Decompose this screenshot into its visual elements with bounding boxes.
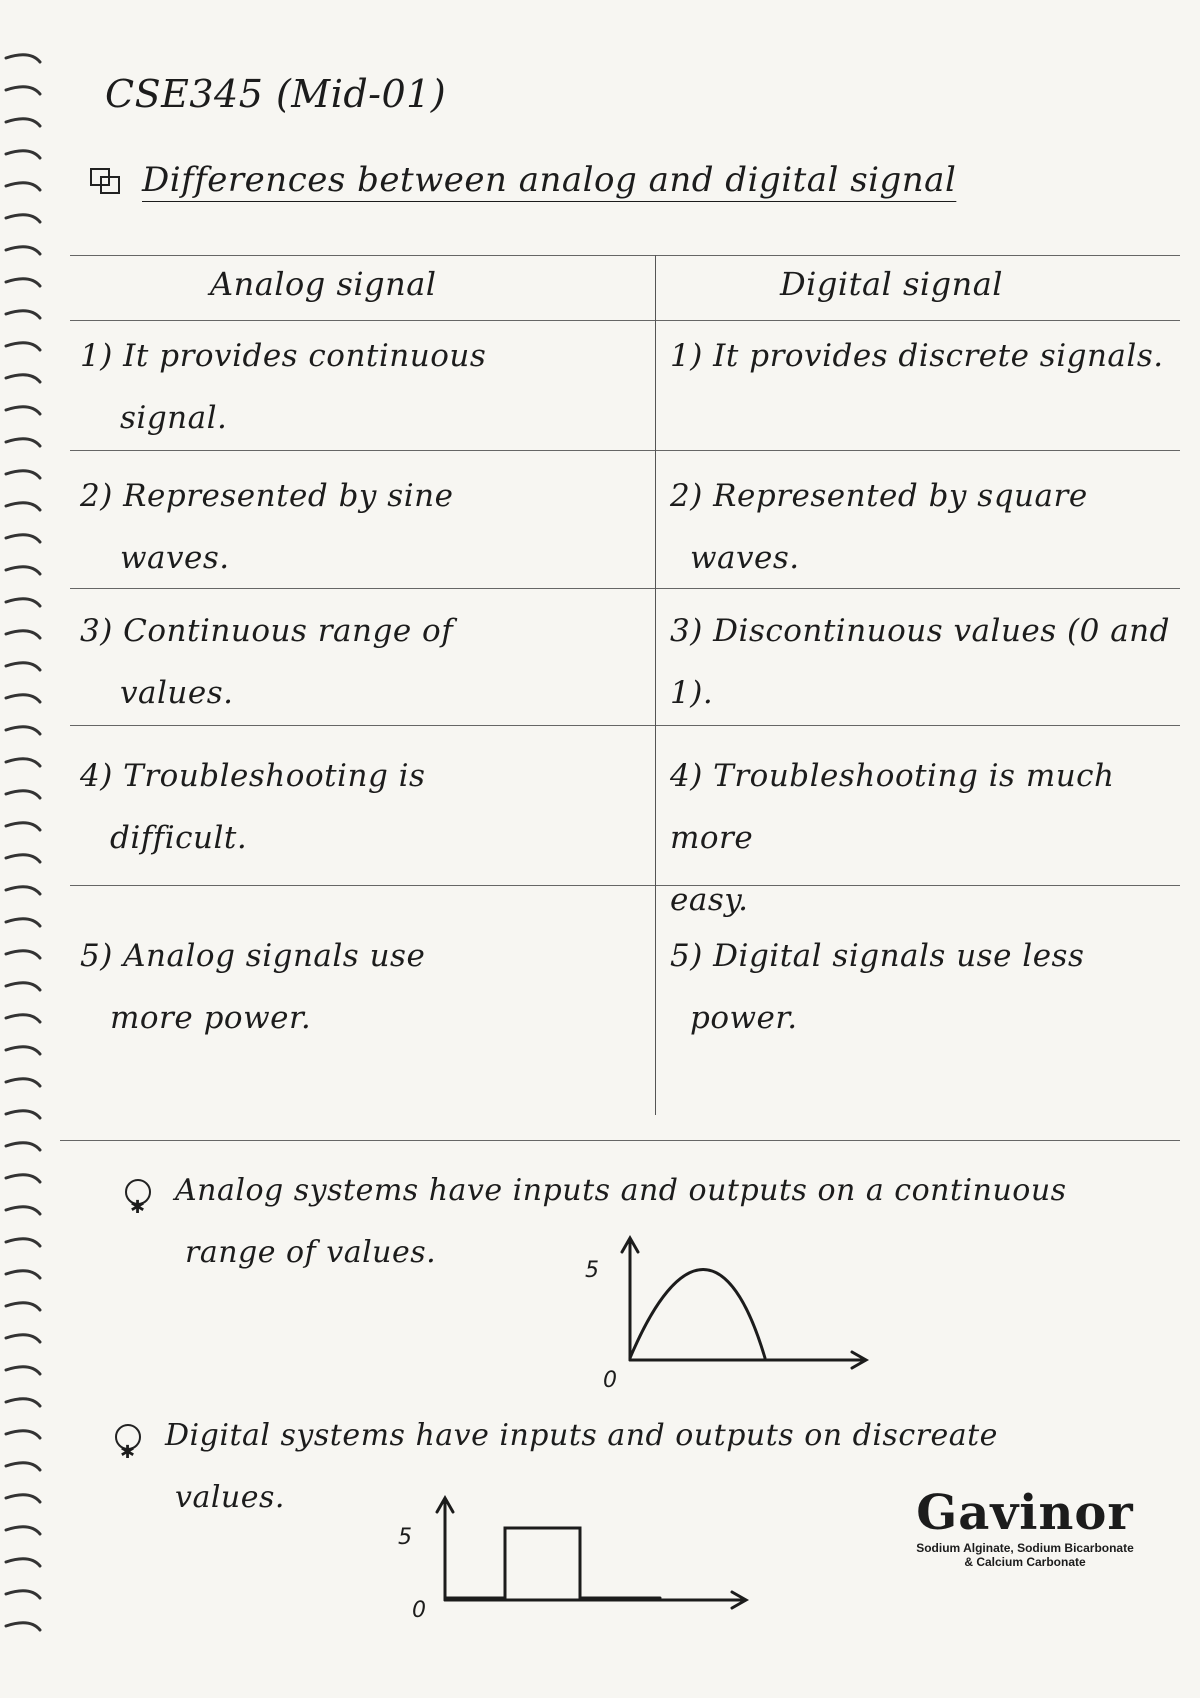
cell-line: 4) Troubleshooting is much more	[670, 758, 1115, 856]
table-row-1-digital	[670, 325, 1164, 387]
cell-line: 1) It provides continuous	[80, 338, 487, 374]
star-bullet-icon	[125, 1179, 151, 1205]
cell-line: power.	[690, 1000, 798, 1036]
digital-origin-label: 0	[412, 1598, 427, 1623]
note-line: range of values.	[185, 1235, 437, 1270]
cell-line: waves.	[690, 540, 800, 576]
comparison-table	[70, 255, 1180, 1140]
column-divider	[655, 255, 656, 1115]
digital-square-graph	[420, 1490, 760, 1640]
table-rule	[70, 255, 1180, 256]
table-rule	[70, 725, 1180, 726]
brand-logo	[905, 1485, 1145, 1569]
analog-origin-label: 0	[603, 1368, 618, 1393]
cell-line: waves.	[120, 540, 230, 576]
cell-line: more power.	[110, 1000, 312, 1036]
spiral-binding	[0, 50, 48, 1650]
table-rule	[60, 1140, 1180, 1141]
cell-line: 4) Troubleshooting is	[80, 758, 426, 794]
note-line: values.	[175, 1480, 285, 1515]
cell-line: easy.	[670, 882, 749, 918]
brand-name: Gavinor	[916, 1485, 1134, 1541]
table-rule	[70, 450, 1180, 451]
star-bullet-icon	[115, 1424, 141, 1450]
table-row-3-digital	[670, 600, 1180, 724]
heading-text: Differences between analog and digital signal	[142, 160, 957, 200]
header-analog: Analog signal	[210, 265, 437, 303]
section-heading	[90, 160, 956, 200]
table-row-2-analog	[80, 465, 453, 589]
cell-line: 5) Digital signals use less	[670, 938, 1085, 974]
cell-line: values.	[120, 675, 234, 711]
cell-line: 5) Analog signals use	[80, 938, 426, 974]
analog-y-label: 5	[585, 1258, 600, 1283]
cell-line: signal.	[120, 400, 228, 436]
table-row-4-analog	[80, 745, 425, 869]
table-rule	[70, 320, 1180, 321]
brand-sub-line: & Calcium Carbonate	[964, 1555, 1086, 1569]
box-bullet-icon	[90, 168, 120, 192]
cell-line: 2) Represented by sine	[80, 478, 454, 514]
cell-line: 2) Represented by square	[670, 478, 1088, 514]
cell-line: 1) It provides discrete signals.	[670, 338, 1164, 374]
table-row-2-digital	[670, 465, 1088, 589]
cell-line: 3) Discontinuous values (0 and 1).	[670, 613, 1170, 711]
digital-y-label: 5	[398, 1525, 413, 1550]
table-row-3-analog	[80, 600, 453, 724]
table-row-1-analog	[80, 325, 486, 449]
table-row-5-analog	[80, 925, 425, 1049]
table-row-5-digital	[670, 925, 1084, 1049]
page-title: CSE345 (Mid-01)	[105, 72, 447, 116]
note-line: Analog systems have inputs and outputs on a continuous	[175, 1173, 1067, 1208]
cell-line: 3) Continuous range of	[80, 613, 454, 649]
table-row-4-digital	[670, 745, 1180, 931]
header-digital: Digital signal	[780, 265, 1004, 303]
brand-sub-line: Sodium Alginate, Sodium Bicarbonate	[916, 1541, 1134, 1555]
cell-line: difficult.	[110, 820, 248, 856]
note-line: Digital systems have inputs and outputs on discreate	[165, 1418, 998, 1453]
